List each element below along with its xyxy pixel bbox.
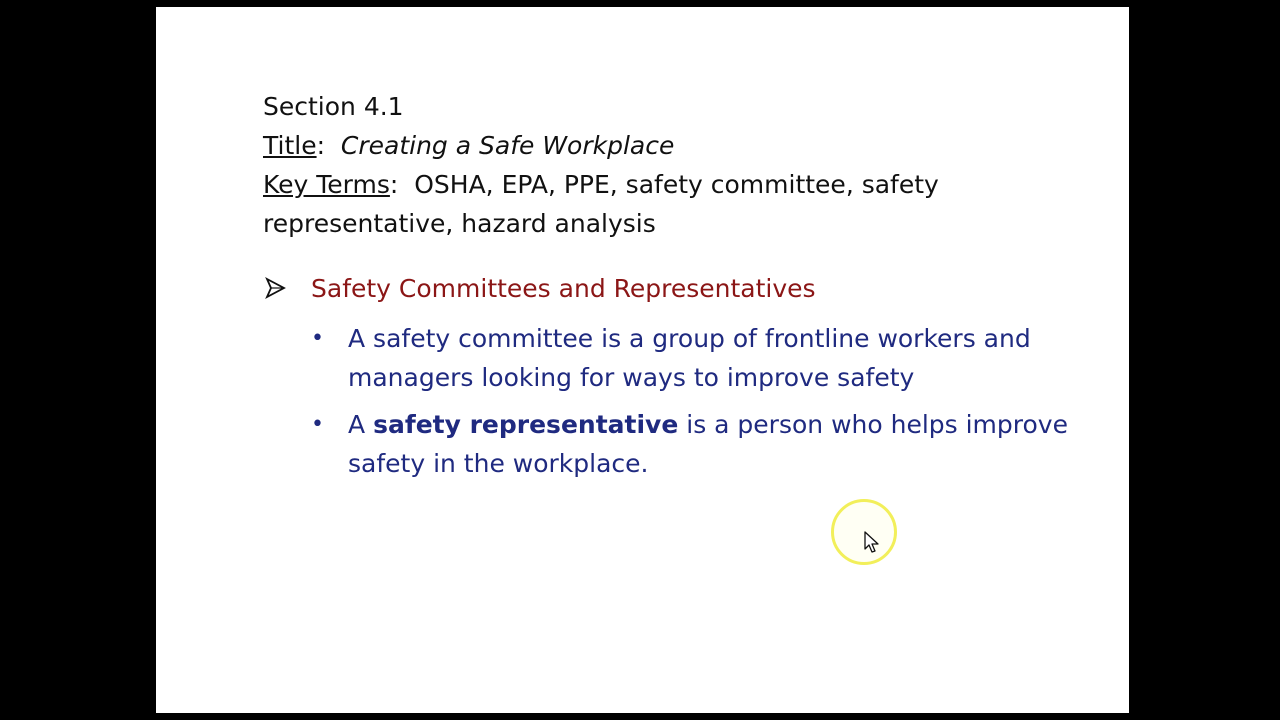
section-line: [263, 87, 1023, 126]
section-heading: [263, 270, 816, 306]
presentation-slide: [156, 7, 1129, 713]
key-terms-value: OSHA, EPA, PPE, safety committee, safety: [414, 170, 939, 199]
title-value: Creating a Safe Workplace: [340, 131, 675, 160]
bullet-bold-term: safety representative: [373, 410, 679, 439]
section-label: Section 4.1: [263, 92, 404, 121]
bullet-text: A safety committee is a group of frontline workers and managers looking for ways to improve safety: [348, 324, 1031, 392]
arrow-bullet-icon: [263, 276, 311, 300]
title-label: Title: [263, 131, 317, 160]
bullet-dot-icon: •: [311, 412, 324, 437]
list-item: [311, 320, 1081, 397]
key-terms-line-2: [263, 204, 1023, 243]
key-terms-separator: :: [389, 170, 415, 199]
key-terms-label: Key Terms: [263, 170, 390, 199]
bullet-dot-icon: •: [311, 326, 324, 351]
title-separator: :: [316, 131, 341, 160]
key-terms-value-continued: representative, hazard analysis: [263, 209, 656, 238]
bullet-text-suffix: is a person who helps improve safety in the workplace.: [348, 410, 1076, 478]
section-heading-text: Safety Committees and Representatives: [311, 273, 816, 303]
bullet-list: [311, 320, 1081, 492]
bullet-text-prefix: A: [348, 410, 374, 439]
slide-header: [263, 87, 1023, 243]
mouse-pointer-icon: [864, 531, 880, 555]
key-terms-line: [263, 165, 1023, 204]
title-line: [263, 126, 1023, 165]
list-item: [311, 406, 1081, 483]
